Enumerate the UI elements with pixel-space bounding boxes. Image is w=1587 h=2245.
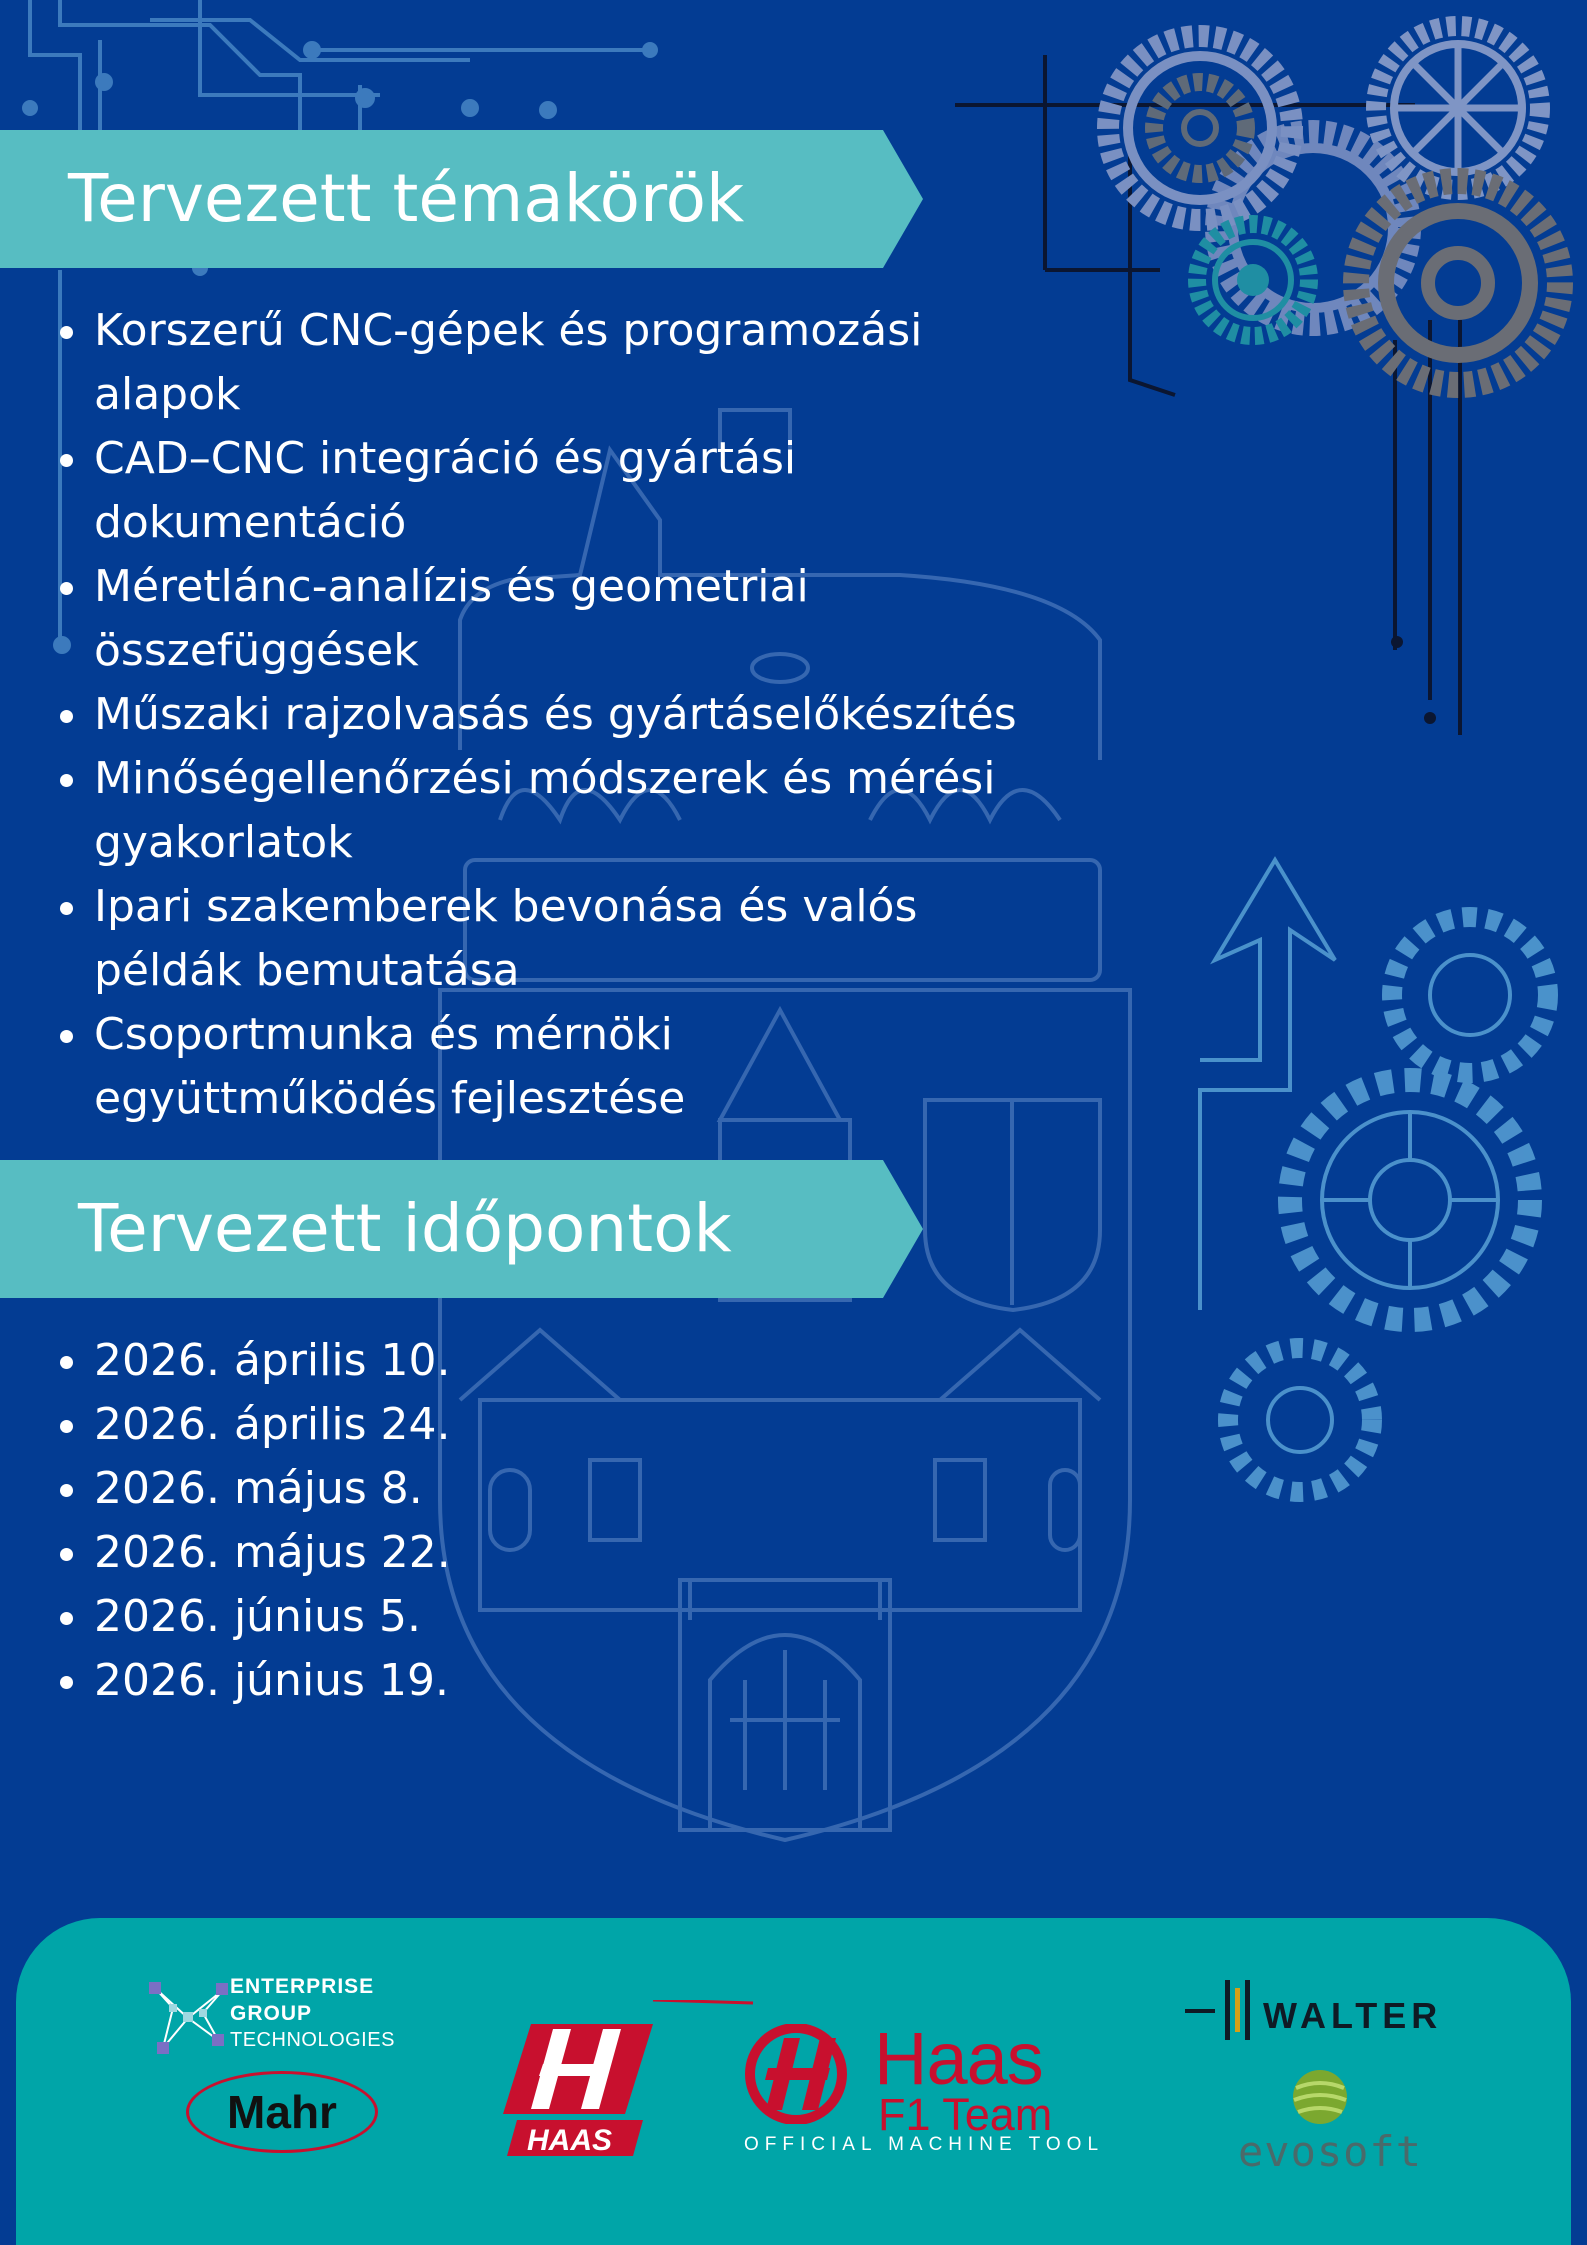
date-item: 2026. június 19. [50, 1649, 850, 1713]
walter-bars-icon [1185, 1980, 1263, 2040]
topics-heading-banner [0, 130, 883, 268]
evosoft-logo: evosoft [1238, 2127, 1423, 2176]
dates-list [50, 1329, 850, 1713]
date-item: 2026. június 5. [50, 1585, 850, 1649]
svg-text:HAAS: HAAS [527, 2124, 613, 2156]
dates-heading-banner [0, 1160, 883, 1298]
banner-arrow-icon [883, 130, 923, 268]
evosoft-globe-icon [1290, 2068, 1350, 2126]
date-item: 2026. április 24. [50, 1393, 850, 1457]
dates-heading: Tervezett időpontok [78, 1190, 732, 1267]
banner-arrow-icon [883, 1160, 923, 1298]
haas-logo-icon [493, 2024, 653, 2156]
list-item: Minőségellenőrzési módszerek és mérési gyakorlatok [50, 747, 1110, 875]
arrow-gears-icon [1200, 860, 1548, 1492]
haas-f1-emblem-icon [738, 2024, 862, 2124]
egt-logo-text: ENTERPRISE GROUP TECHNOLOGIES [230, 1975, 395, 2051]
topics-list [50, 299, 1110, 1131]
date-item: 2026. május 22. [50, 1521, 850, 1585]
list-item: Korszerű CNC-gépek és programozási alapok [50, 299, 1110, 427]
flyer-page: Tervezett témakörök Korszerű CNC-gépek és programozási alapok CAD–CNC integráció és gyártási dokumentáció Méretlánc-analízis és geometriai összefüggések Műszaki rajzolvasás és gyártáselőkészítés Minőségellenőrzési módszerek és mérési gyakorlatok Ipari szakemberek bevonása és valós példák bemutatása Csoportmunka és mérnöki együttműködés fejlesztése Tervezett időpontok 2026. április 10. 2026. április 24. 2026. május 8. 2026. május 22. 2026. június 5. 2026. június 19. ENTERPRISE GROUP TECHNOLOGIES Mahr HAAS Haas F1 Team OFFICIAL MACHINE TOOL WALTER evosoft [0, 0, 1587, 2245]
date-item: 2026. április 10. [50, 1329, 850, 1393]
mahr-logo: Mahr [186, 2071, 378, 2153]
haas-f1-tagline: OFFICIAL MACHINE TOOL [744, 2134, 1105, 2155]
list-item: Műszaki rajzolvasás és gyártáselőkészítés [50, 683, 1110, 747]
list-item: CAD–CNC integráció és gyártási dokumentáció [50, 427, 1110, 555]
egt-network-logo-icon [143, 1968, 233, 2058]
list-item: Ipari szakemberek bevonása és valós példák bemutatása [50, 875, 1110, 1003]
date-item: 2026. május 8. [50, 1457, 850, 1521]
topics-heading: Tervezett témakörök [68, 160, 745, 237]
list-item: Méretlánc-analízis és geometriai összefüggések [50, 555, 1110, 683]
walter-logo: WALTER [1263, 1995, 1443, 2036]
list-item: Csoportmunka és mérnöki együttműködés fejlesztése [50, 1003, 1110, 1131]
